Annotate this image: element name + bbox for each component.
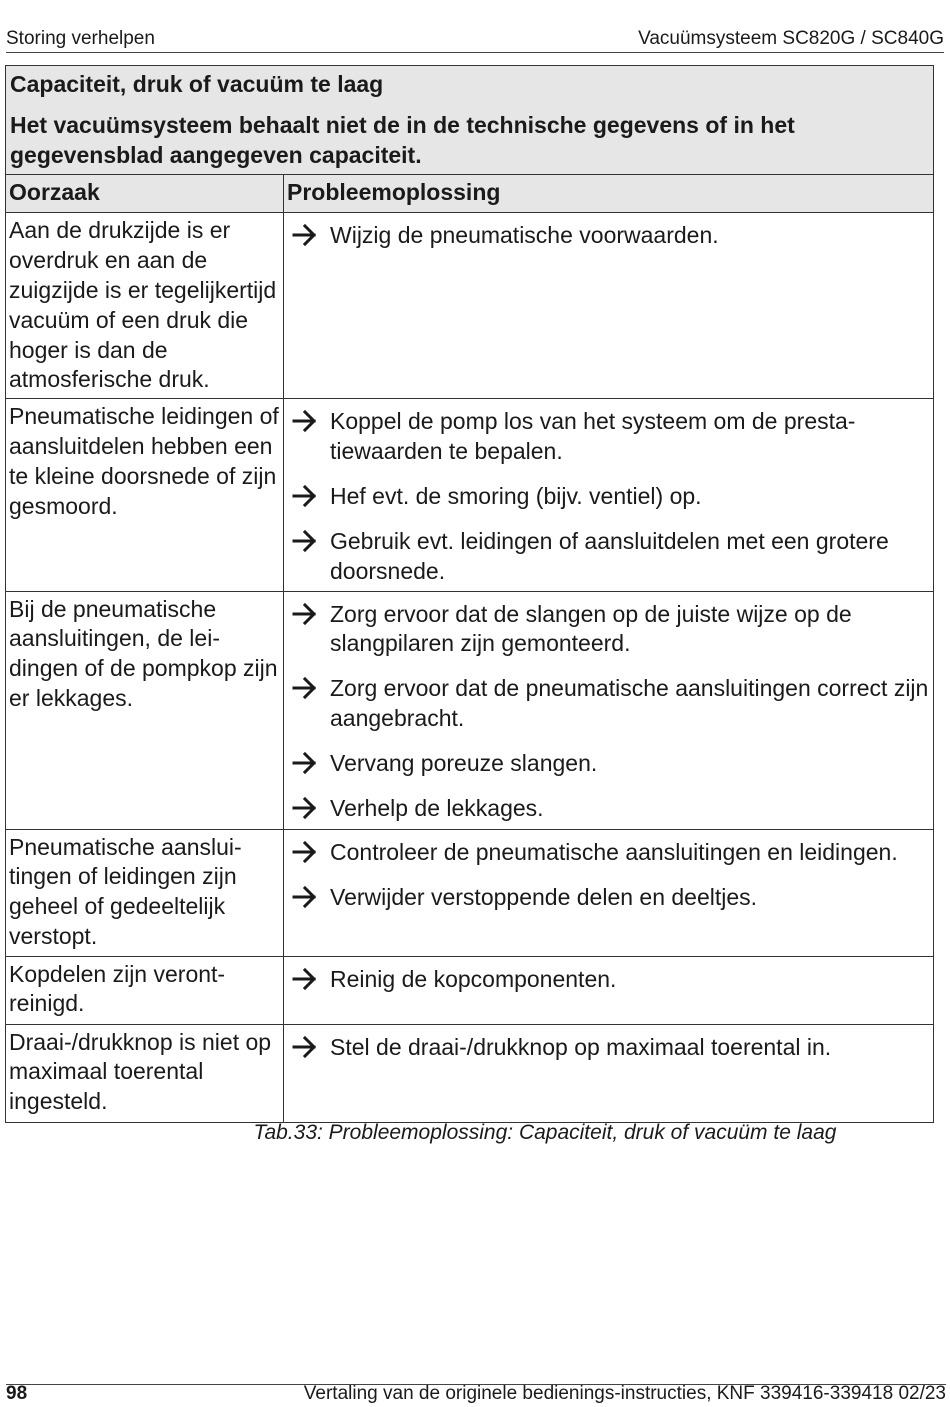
header-product: Vacuümsysteem SC820G / SC840G — [638, 28, 944, 49]
solution-item — [292, 674, 929, 734]
solution-item — [292, 221, 929, 251]
solution-text: Hef evt. de smoring (bijv. ventiel) op. — [330, 482, 702, 509]
table-row — [6, 1024, 934, 1122]
solution-item — [292, 794, 929, 824]
cause-cell: Pneumatische aansluitingen of leidingen zijn geheel of gedeeltelijk verstopt. — [6, 829, 284, 956]
table-row — [6, 213, 934, 399]
arrow-right-icon — [292, 600, 330, 630]
solution-cell — [284, 591, 934, 829]
cause-cell: Aan de drukzijde is er overdruk en aan de zuigzijde is er tegelijkertijd vacuüm of een druk die hoger is dan de atmosferische druk. — [6, 213, 284, 399]
arrow-right-icon — [292, 794, 330, 824]
solution-item — [292, 749, 929, 779]
solution-text: Verwijder verstoppende delen en deeltjes. — [330, 883, 758, 910]
table-title: Capaciteit, druk of vacuüm te laag — [10, 71, 384, 97]
cause-cell: Kopdelen zijn verontreinigd. — [6, 956, 284, 1024]
solution-item — [292, 600, 929, 660]
solution-text: Reinig de kopcomponenten. — [330, 965, 617, 992]
column-header-row — [6, 175, 934, 213]
table-title-row — [6, 66, 934, 175]
table-row — [6, 956, 934, 1024]
solution-cell — [284, 829, 934, 956]
arrow-right-icon — [292, 221, 330, 251]
solution-cell — [284, 213, 934, 399]
arrow-right-icon — [292, 482, 330, 512]
table-caption: Tab.33: Probleemoplossing: Capaciteit, druk of vacuüm te laag — [253, 1121, 837, 1144]
arrow-right-icon — [292, 407, 330, 437]
table-row — [6, 399, 934, 591]
arrow-right-icon — [292, 527, 330, 557]
solution-text: Vervang poreuze slangen. — [330, 749, 598, 776]
solution-item — [292, 527, 929, 587]
cause-cell: Bij de pneumatische aansluitingen, de leidingen of de pompkop zijn er lekkages. — [6, 591, 284, 829]
footer-doc-info: Vertaling van de originele bedienings-instructies, KNF 339416-339418 02/23 — [303, 1383, 946, 1404]
solution-cell — [284, 956, 934, 1024]
page-number: 98 — [6, 1383, 28, 1404]
solution-item — [292, 482, 929, 512]
solution-text: Stel de draai-/drukknop op maximaal toerental in. — [330, 1033, 832, 1060]
arrow-right-icon — [292, 838, 330, 868]
arrow-right-icon — [292, 965, 330, 995]
solution-item — [292, 965, 929, 995]
solution-item — [292, 1033, 929, 1063]
cause-cell: Pneumatische leidingen of aansluitdelen hebben een te kleine doorsnede of zijn gesmoord. — [6, 399, 284, 591]
table-subtitle: Het vacuümsysteem behaalt niet de in de technische gegevens of in het gegevensblad aangegeven capaciteit. — [10, 111, 795, 168]
solution-text: Zorg ervoor dat de pneumatische aansluitingen correct zijn aangebracht. — [330, 675, 929, 731]
table-row — [6, 591, 934, 829]
solution-text: Verhelp de lekkages. — [330, 794, 544, 821]
arrow-right-icon — [292, 749, 330, 779]
arrow-right-icon — [292, 674, 330, 704]
solution-text: Gebruik evt. leidingen of aansluitdelen met een grotere doorsnede. — [330, 527, 889, 584]
solution-text: Wijzig de pneumatische voorwaarden. — [330, 222, 719, 249]
cause-cell: Draai-/drukknop is niet op maximaal toerental ingesteld. — [6, 1024, 284, 1122]
page-header — [6, 28, 944, 53]
solution-item — [292, 883, 929, 913]
header-section: Storing verhelpen — [6, 28, 155, 49]
page-footer — [6, 1384, 946, 1405]
solution-cell — [284, 1024, 934, 1122]
troubleshooting-table — [5, 65, 934, 1123]
arrow-right-icon — [292, 883, 330, 913]
table-title-cell — [6, 66, 934, 175]
solution-item — [292, 838, 929, 868]
solution-item — [292, 407, 929, 467]
solution-cell — [284, 399, 934, 591]
column-header-cause: Oorzaak — [6, 175, 284, 213]
solution-text: Koppel de pomp los van het systeem om de prestatiewaarden te bepalen. — [330, 408, 856, 465]
column-header-solution: Probleemoplossing — [284, 175, 934, 213]
table-row — [6, 829, 934, 956]
solution-text: Zorg ervoor dat de slangen op de juiste wijze op de slangpilaren zijn gemonteerd. — [330, 600, 852, 657]
solution-text: Controleer de pneumatische aansluitingen en leidingen. — [330, 838, 898, 865]
arrow-right-icon — [292, 1033, 330, 1063]
